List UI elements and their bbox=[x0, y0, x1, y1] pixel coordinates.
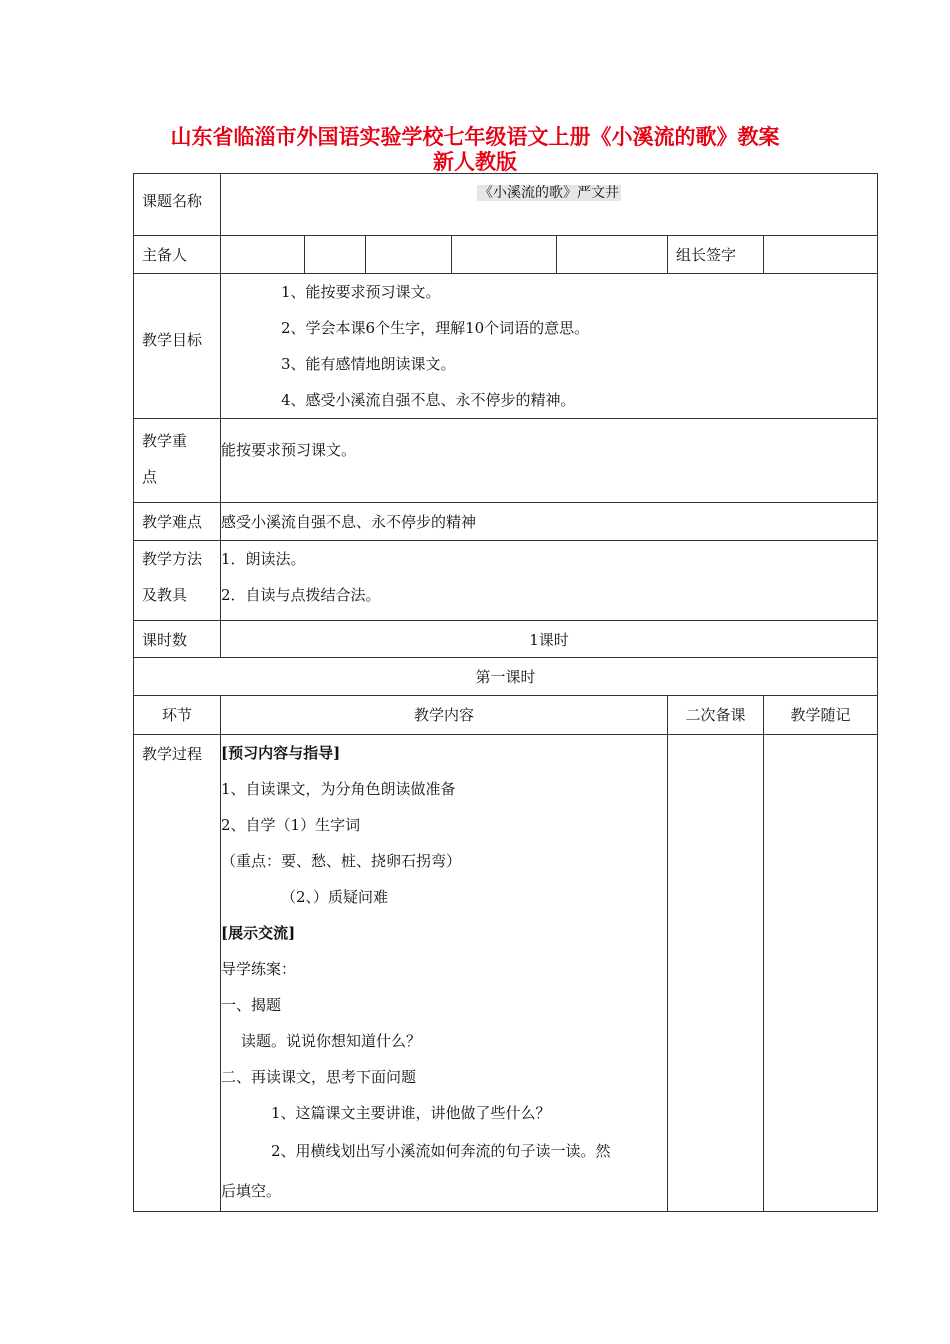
preparer-cell-5 bbox=[557, 236, 668, 274]
topic-value: 《小溪流的歌》严文井 bbox=[479, 185, 620, 201]
process-line: 一、揭题 bbox=[221, 996, 282, 1014]
preparer-label: 主备人 bbox=[134, 236, 221, 274]
preparer-cell-2 bbox=[305, 236, 366, 274]
hours-row bbox=[134, 621, 878, 658]
preparer-cell-1 bbox=[221, 236, 305, 274]
process-line: 后填空。 bbox=[221, 1182, 282, 1200]
col-revise-header: 二次备课 bbox=[668, 696, 764, 735]
process-line: 导学练案： bbox=[221, 960, 297, 978]
column-header-row bbox=[134, 696, 878, 735]
process-heading: [展示交流] bbox=[221, 924, 296, 942]
hours-value: 1课时 bbox=[221, 621, 878, 658]
goal-item: 4、感受小溪流自强不息、永不停步的精神。 bbox=[281, 391, 576, 409]
leader-sign-label: 组长签字 bbox=[668, 236, 764, 274]
process-line: 1、自读课文，为分角色朗读做准备 bbox=[221, 780, 456, 798]
preparer-cell-3 bbox=[366, 236, 452, 274]
lesson-header-row bbox=[134, 658, 878, 696]
process-row bbox=[134, 735, 878, 1212]
method-item: 1．朗读法。 bbox=[221, 550, 306, 568]
topic-label: 课题名称 bbox=[134, 174, 221, 236]
difficulty-value: 感受小溪流自强不息、永不停步的精神 bbox=[221, 503, 878, 541]
process-line: 读题。说说你想知道什么？ bbox=[241, 1032, 422, 1050]
goal-item: 3、能有感情地朗读课文。 bbox=[281, 355, 456, 373]
process-line: 二、再读课文，思考下面问题 bbox=[221, 1068, 417, 1086]
hours-label: 课时数 bbox=[134, 621, 221, 658]
lesson-plan-table bbox=[133, 173, 878, 1212]
document-title-line1: 山东省临淄市外国语实验学校七年级语文上册《小溪流的歌》教案 bbox=[170, 125, 780, 149]
preparer-cell-4 bbox=[452, 236, 557, 274]
preparer-row bbox=[134, 236, 878, 274]
process-line: 1、这篇课文主要讲谁，讲他做了些什么？ bbox=[271, 1104, 551, 1122]
document-title-line2: 新人教版 bbox=[433, 150, 517, 174]
revise-cell bbox=[668, 735, 764, 1212]
method-row bbox=[134, 541, 878, 621]
difficulty-label: 教学难点 bbox=[134, 503, 221, 541]
method-item: 2．自读与点拨结合法。 bbox=[221, 586, 381, 604]
goal-item: 1、能按要求预习课文。 bbox=[281, 283, 441, 301]
notes-cell bbox=[764, 735, 878, 1212]
process-line: 2、用横线划出写小溪流如何奔流的句子读一读。然 bbox=[271, 1142, 611, 1160]
key-point-row bbox=[134, 419, 878, 503]
method-label-1: 教学方法 bbox=[142, 550, 203, 568]
difficulty-row bbox=[134, 503, 878, 541]
goals-row bbox=[134, 274, 878, 419]
topic-row bbox=[134, 174, 878, 236]
goals-label: 教学目标 bbox=[134, 274, 221, 419]
process-content bbox=[221, 735, 668, 1212]
method-label-2: 及教具 bbox=[142, 586, 188, 604]
leader-sign-cell bbox=[764, 236, 878, 274]
key-point-label-1: 教学重 bbox=[142, 432, 188, 450]
key-point-label-2: 点 bbox=[142, 468, 158, 486]
process-label: 教学过程 bbox=[134, 735, 221, 1212]
col-content-header: 教学内容 bbox=[221, 696, 668, 735]
col-notes-header: 教学随记 bbox=[764, 696, 878, 735]
lesson-header: 第一课时 bbox=[134, 658, 878, 696]
process-line: （2、）质疑问难 bbox=[281, 888, 389, 906]
col-section-header: 环节 bbox=[134, 696, 221, 735]
process-heading: [预习内容与指导] bbox=[221, 744, 341, 762]
goal-item: 2、学会本课6个生字，理解10个词语的意思。 bbox=[281, 319, 590, 337]
process-line: （重点：要、愁、桩、挠卵石拐弯） bbox=[221, 852, 462, 870]
key-point-value: 能按要求预习课文。 bbox=[221, 419, 878, 503]
process-line: 2、自学（1）生字词 bbox=[221, 816, 361, 834]
